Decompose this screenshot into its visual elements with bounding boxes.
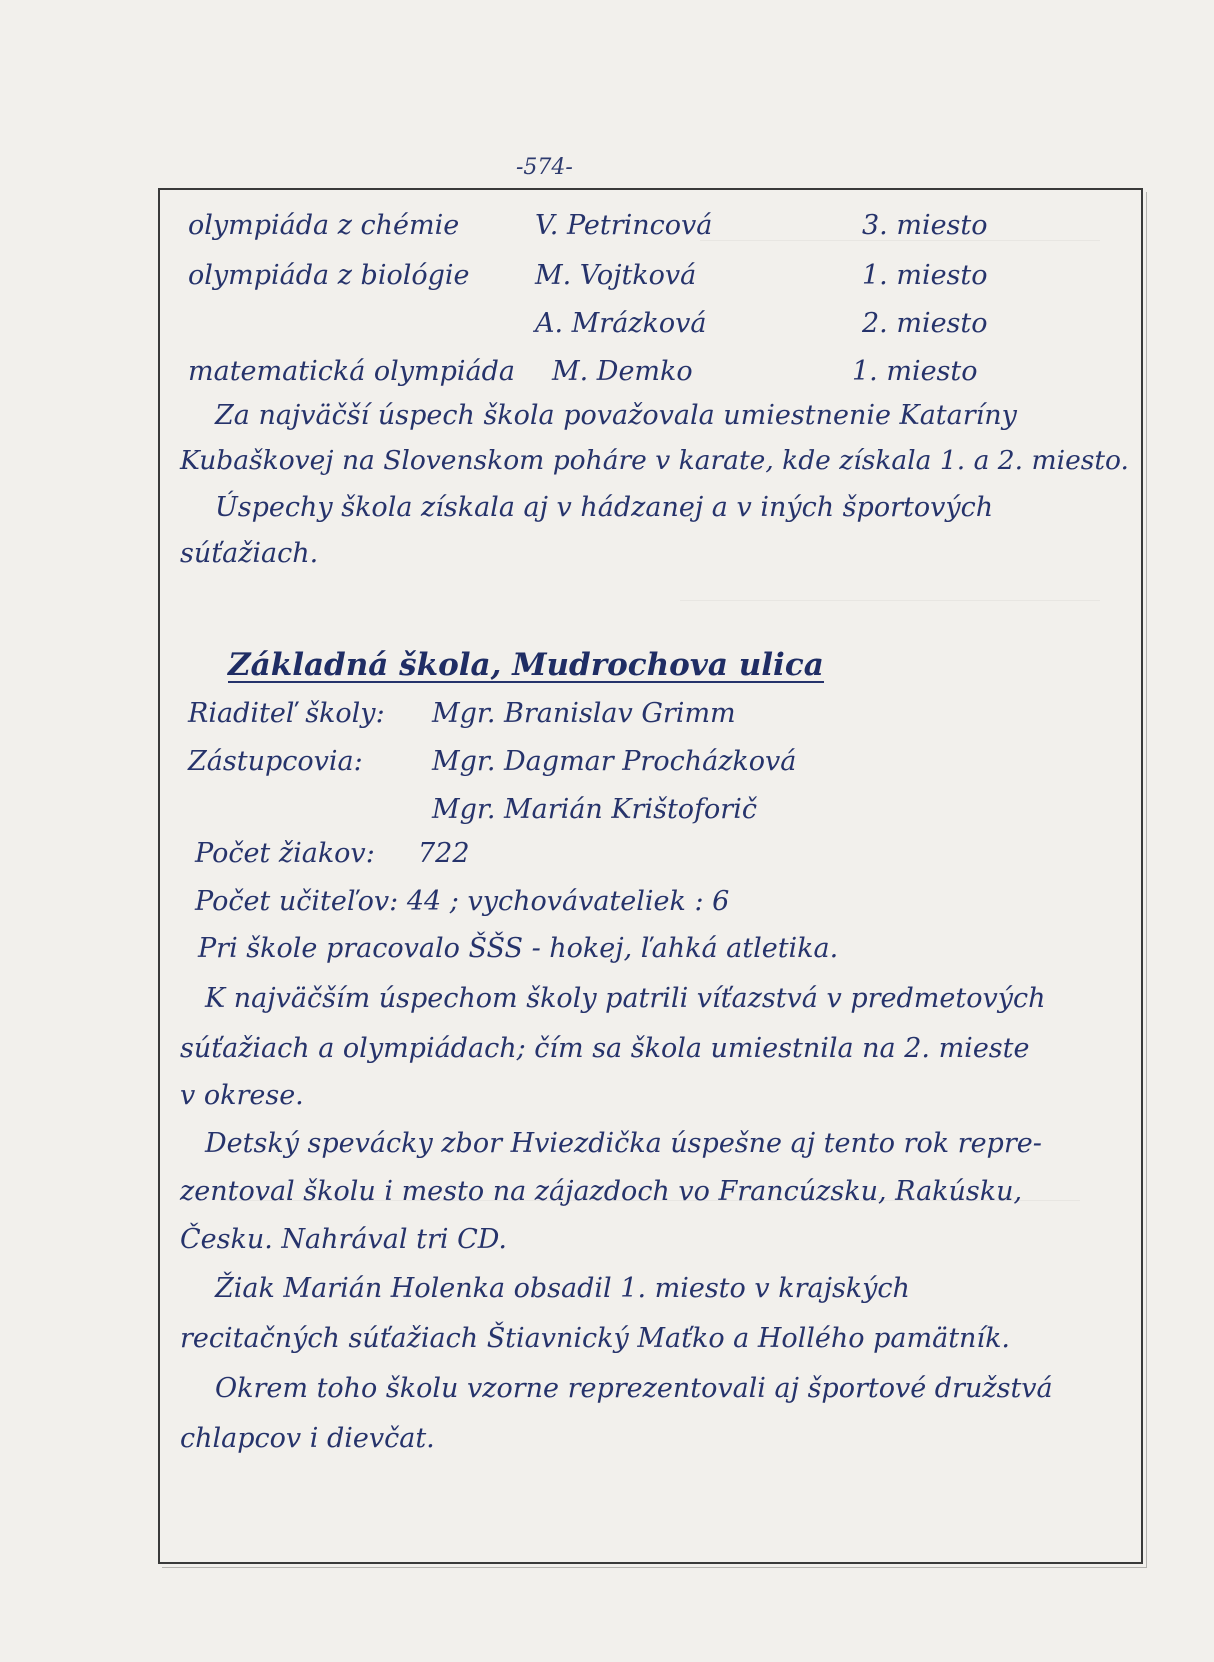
page-frame [158, 188, 1143, 1564]
page-number: -574- [516, 155, 573, 180]
text-line: Pri škole pracovalo ŠŠS - hokej, ľahká atletika. [198, 933, 839, 964]
olympiad-place: 1. miesto [862, 260, 988, 291]
text-line: recitačných súťažiach Štiavnický Maťko a Hollého pamätník. [180, 1323, 1011, 1354]
text-line: Úspechy škola získala aj v hádzanej a v iných športových [215, 492, 994, 523]
olympiad-student: M. Demko [552, 356, 693, 387]
olympiad-place: 1. miesto [852, 356, 978, 387]
text-line: Česku. Nahrával tri CD. [180, 1224, 507, 1255]
teachers-line: Počet učiteľov: 44 ; vychovávateliek : 6 [195, 886, 730, 917]
pupils-count: 722 [418, 838, 470, 869]
text-line: Kubaškovej na Slovenskom poháre v karate, kde získala 1. a 2. miesto. [180, 445, 1129, 476]
text-line: zentoval školu i mesto na zájazdoch vo Francúzsku, Rakúsku, [180, 1176, 1023, 1207]
text-line: chlapcov i dievčat. [180, 1423, 435, 1454]
text-line: Žiak Marián Holenka obsadil 1. miesto v krajských [215, 1273, 910, 1304]
pupils-label: Počet žiakov: [195, 838, 375, 869]
text-line: súťažiach. [180, 538, 319, 569]
olympiad-event: matematická olympiáda [188, 356, 516, 387]
olympiad-place: 2. miesto [862, 308, 988, 339]
text-line: K najväčším úspechom školy patrili víťazstvá v predmetových [205, 983, 1046, 1014]
deputy-name: Mgr. Marián Krištoforič [432, 794, 757, 825]
director-name: Mgr. Branislav Grimm [432, 698, 736, 729]
deputy-name: Mgr. Dagmar Procházková [432, 746, 797, 777]
text-line: súťažiach a olympiádach; čím sa škola umiestnila na 2. mieste [180, 1033, 1030, 1064]
deputy-label: Zástupcovia: [188, 746, 363, 777]
text-line: Detský spevácky zbor Hviezdička úspešne aj tento rok repre- [205, 1128, 1042, 1159]
text-line: Za najväčší úspech škola považovala umiestnenie Kataríny [215, 400, 1017, 431]
text-line: Okrem toho školu vzorne reprezentovali aj športové družstvá [215, 1373, 1053, 1404]
section-heading: Základná škola, Mudrochova ulica [228, 647, 824, 683]
olympiad-student: V. Petrincová [535, 210, 713, 241]
director-label: Riaditeľ školy: [188, 698, 385, 729]
olympiad-event: olympiáda z chémie [188, 210, 460, 241]
olympiad-student: M. Vojtková [535, 260, 697, 291]
olympiad-event: olympiáda z biológie [188, 260, 470, 291]
olympiad-place: 3. miesto [862, 210, 988, 241]
text-line: v okrese. [180, 1080, 304, 1111]
olympiad-student: A. Mrázková [535, 308, 707, 339]
